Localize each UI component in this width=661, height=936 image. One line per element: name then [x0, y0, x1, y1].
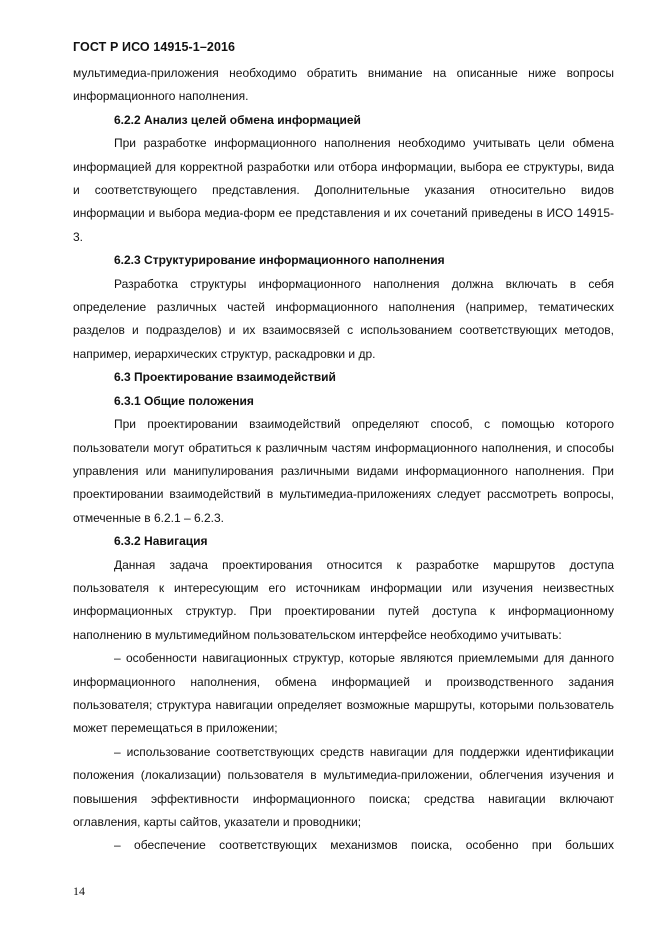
paragraph-6-2-3: Разработка структуры информационного наполнения должна включать в себя определение различных частей информационного наполнения (например, тематических разделов и подразделов) и их взаимосвязей с использованием соответствующих методов, например, иерархических структур, раскадровки и др. [73, 276, 614, 361]
list-item: – обеспечение соответствующих механизмов поиска, особенно при больших [114, 838, 614, 853]
section-heading-6-3: 6.3 Проектирование взаимодействий [114, 370, 336, 385]
paragraph-continuation: мультимедиа-приложения необходимо обратить внимание на описанные ниже вопросы информационного наполнения. [73, 66, 614, 104]
section-heading-6-2-3: 6.2.3 Структурирование информационного наполнения [114, 253, 445, 268]
page-number: 14 [73, 884, 85, 898]
document-code-header: ГОСТ Р ИСО 14915-1–2016 [73, 40, 236, 54]
paragraph-6-3-1: При проектировании взаимодействий определяют способ, с помощью которого пользователи могут обратиться к различным частям информационного наполнения, и способы управления или манипулирования различными видами информационного наполнения. При проектировании взаимодействий в мультимедиа-приложениях следует рассмотреть вопросы, отмеченные в 6.2.1 – 6.2.3. [73, 417, 614, 525]
list-item: – особенности навигационных структур, которые являются приемлемыми для данного информационного наполнения, обмена информацией и производственного задания пользователя; структура навигации определяет возможные маршруты, которыми пользователь может перемещаться в приложении; [73, 651, 614, 736]
list-item: – использование соответствующих средств навигации для поддержки идентификации положения (локализации) пользователя в мультимедиа-приложении, облегчения изучения и повышения эффективности информационного поиска; средства навигации включают оглавления, карты сайтов, указатели и проводники; [73, 744, 614, 829]
paragraph-6-3-2: Данная задача проектирования относится к разработке маршрутов доступа пользователя к интересующим его источникам информации или изучения неизвестных информационных структур. При проектировании путей доступа к информационному наполнению в мультимедийном пользовательском интерфейсе необходимо учитывать: [73, 557, 614, 642]
paragraph-6-2-2: При разработке информационного наполнения необходимо учитывать цели обмена информацией для корректной разработки или отбора информации, выбора ее структуры, вида и соответствующего представления. Дополнительные указания относительно видов информации и выбора медиа-форм ее представления и их сочетаний приведены в ИСО 14915-3. [73, 136, 614, 244]
section-heading-6-3-1: 6.3.1 Общие положения [114, 393, 254, 408]
page-body [73, 62, 614, 858]
section-heading-6-3-2: 6.3.2 Навигация [114, 534, 208, 549]
section-heading-6-2-2: 6.2.2 Анализ целей обмена информацией [114, 112, 361, 127]
